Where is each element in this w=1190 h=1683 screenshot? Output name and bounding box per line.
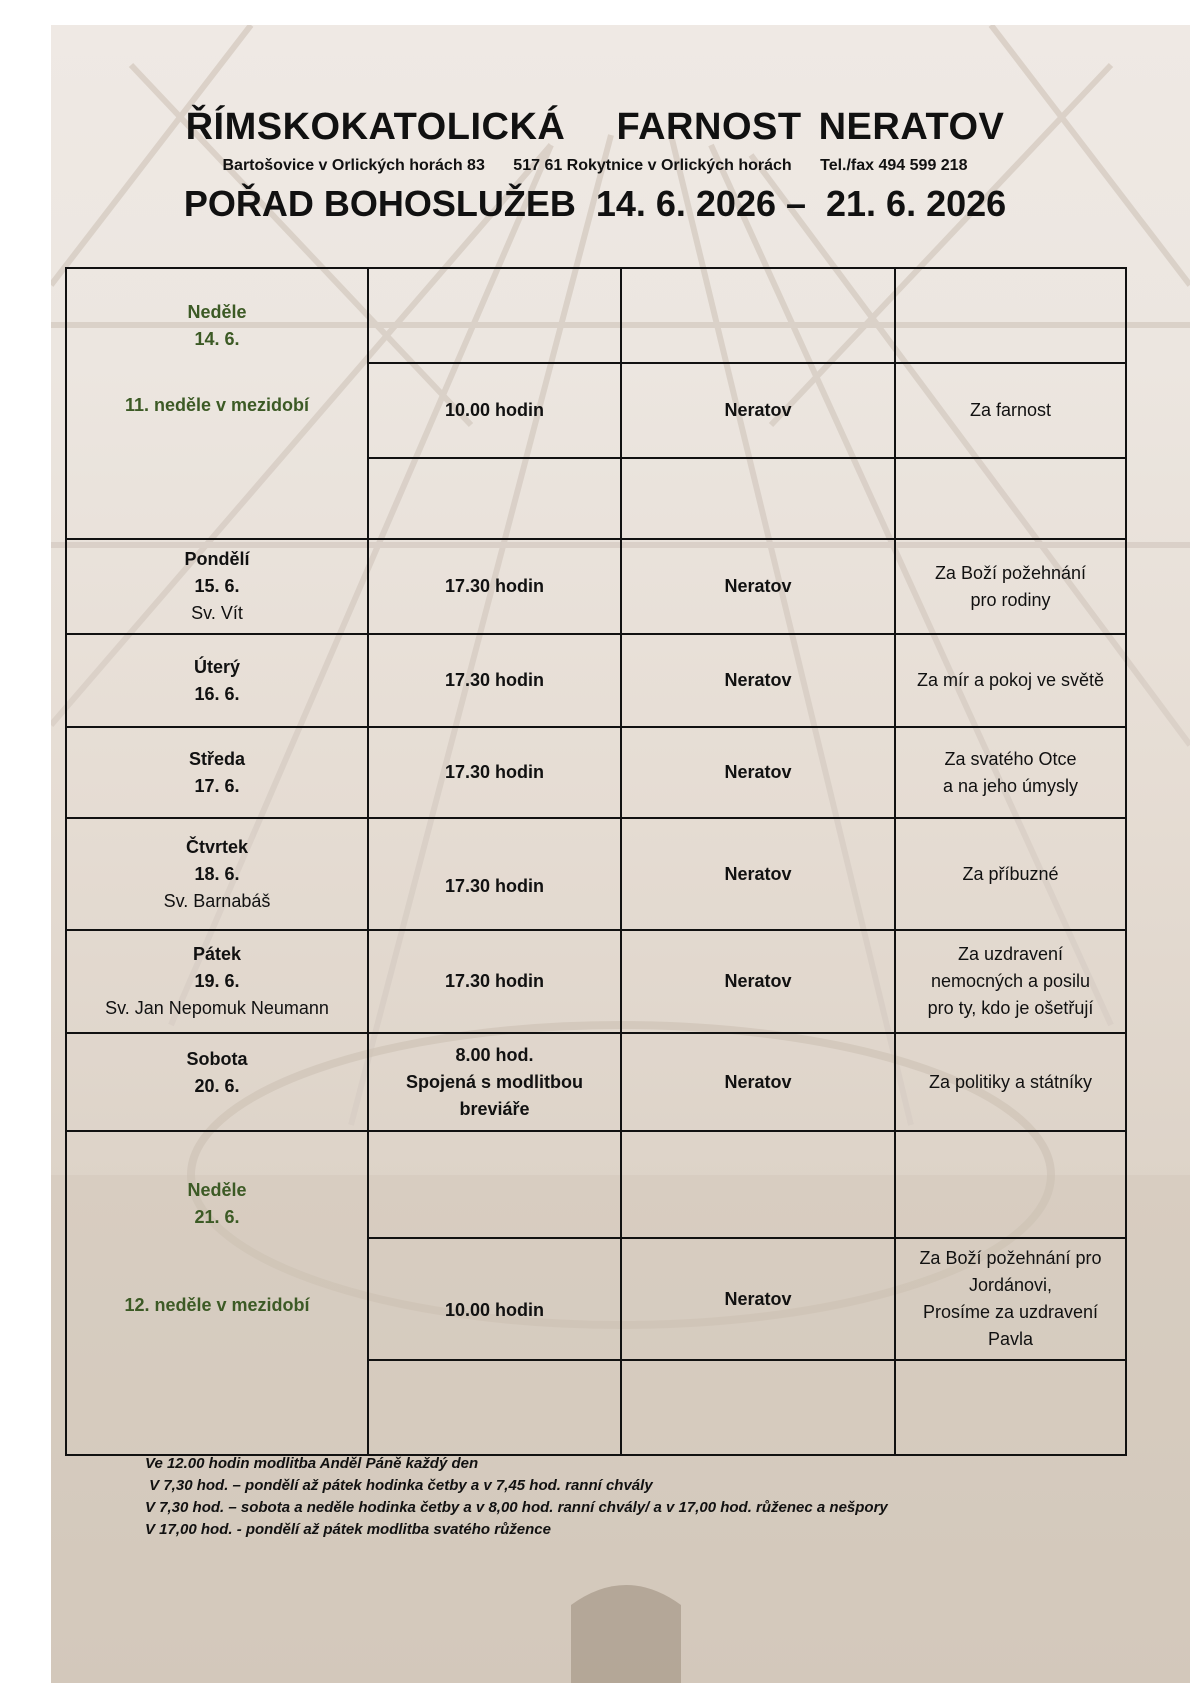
place-cell xyxy=(621,1131,895,1238)
place-cell: Neratov xyxy=(621,818,895,930)
parish-address xyxy=(0,157,1190,175)
intention-line: pro rodiny xyxy=(970,589,1051,610)
intention-cell xyxy=(895,1131,1126,1238)
services-table xyxy=(65,267,1127,1456)
place-cell xyxy=(621,268,895,363)
page-title: ŘÍMSKOKATOLICKÁ FARNOST NERATOV xyxy=(185,106,1005,148)
place-cell: Neratov xyxy=(621,539,895,634)
note-line: V 7,30 hod. – sobota a neděle hodinka četby a v 8,00 hod. ranní chvály/ a v 17,00 hod. růženec a nešpory xyxy=(145,1499,888,1516)
intention-cell: Za farnost xyxy=(895,363,1126,458)
address-postal: 517 61 Rokytnice v Orlických horách xyxy=(513,157,792,174)
time-cell: 10.00 hodin xyxy=(368,1238,621,1360)
place-cell xyxy=(621,458,895,539)
time-line: 8.00 hod. xyxy=(455,1044,534,1065)
day-cell xyxy=(66,268,368,539)
intention-cell xyxy=(895,458,1126,539)
day-name: Neděle xyxy=(187,1180,247,1200)
day-name: Pondělí xyxy=(184,549,250,569)
day-name: Neděle xyxy=(187,301,247,322)
note-line: V 7,30 hod. – pondělí až pátek hodinka četby a v 7,45 hod. ranní chvály xyxy=(145,1477,653,1494)
intention-line: pro ty, kdo je ošetřují xyxy=(927,998,1094,1018)
day-cell xyxy=(66,930,368,1033)
day-date: 20. 6. xyxy=(194,1076,240,1096)
intention-line: Za svatého Otce xyxy=(944,748,1077,769)
day-cell xyxy=(66,634,368,727)
day-cell xyxy=(66,1033,368,1131)
table-row xyxy=(66,1033,1126,1131)
day-name: Pátek xyxy=(192,944,242,964)
saint-name: Sv. Barnabáš xyxy=(163,890,271,911)
table-row xyxy=(66,930,1126,1033)
time-line: Spojená s modlitbou xyxy=(405,1071,583,1092)
day-name: Úterý xyxy=(193,656,241,677)
time-line: breviáře xyxy=(459,1098,530,1119)
intention-cell: Za mír a pokoj ve světě xyxy=(895,634,1126,727)
table-row xyxy=(66,634,1126,727)
address-phone: Tel./fax 494 599 218 xyxy=(820,157,968,174)
intention-cell: Za příbuzné xyxy=(895,818,1126,930)
intention-cell: Za politiky a státníky xyxy=(895,1033,1126,1131)
saint-name: Sv. Vít xyxy=(191,603,243,623)
day-date: 16. 6. xyxy=(194,683,240,704)
note-line: Ve 12.00 hodin modlitba Anděl Páně každý den xyxy=(145,1455,479,1472)
day-date: 17. 6. xyxy=(194,775,240,796)
time-cell: 17.30 hodin xyxy=(368,634,621,727)
day-name: Středa xyxy=(188,748,246,769)
place-cell: Neratov xyxy=(621,1033,895,1131)
liturgical-day: 12. neděle v mezidobí xyxy=(124,1295,310,1315)
address-street: Bartošovice v Orlických horách 83 xyxy=(222,157,485,174)
table-row xyxy=(66,818,1126,930)
day-date: 18. 6. xyxy=(194,863,240,884)
day-cell xyxy=(66,539,368,634)
intention-cell xyxy=(895,1238,1126,1360)
time-cell: 17.30 hodin xyxy=(368,539,621,634)
day-date: 15. 6. xyxy=(194,576,240,596)
day-name: Čtvrtek xyxy=(185,836,249,857)
day-date: 19. 6. xyxy=(194,971,240,991)
intention-line: Za Boží požehnání xyxy=(934,562,1087,583)
place-cell: Neratov xyxy=(621,727,895,818)
intention-cell xyxy=(895,539,1126,634)
day-name: Sobota xyxy=(186,1049,248,1069)
intention-line: Za Boží požehnání pro xyxy=(919,1248,1102,1268)
time-cell: 17.30 hodin xyxy=(368,930,621,1033)
time-cell xyxy=(368,458,621,539)
place-cell: Neratov xyxy=(621,1238,895,1360)
saint-name: Sv. Jan Nepomuk Neumann xyxy=(105,998,329,1018)
intention-line: Prosíme za uzdravení xyxy=(922,1302,1099,1322)
day-date: 14. 6. xyxy=(194,328,240,349)
place-cell: Neratov xyxy=(621,634,895,727)
intention-cell xyxy=(895,268,1126,363)
intention-line: Jordánovi, xyxy=(968,1275,1053,1295)
table-row xyxy=(66,539,1126,634)
liturgical-day: 11. neděle v mezidobí xyxy=(124,394,310,415)
time-cell xyxy=(368,1131,621,1238)
notes-block xyxy=(145,1453,888,1541)
time-cell: 17.30 hodin xyxy=(368,727,621,818)
time-cell: 17.30 hodin xyxy=(368,818,621,930)
place-cell: Neratov xyxy=(621,930,895,1033)
time-cell xyxy=(368,1033,621,1131)
intention-cell xyxy=(895,930,1126,1033)
table-row xyxy=(66,727,1126,818)
day-cell xyxy=(66,727,368,818)
day-date: 21. 6. xyxy=(194,1207,240,1227)
place-cell xyxy=(621,1360,895,1455)
table-row xyxy=(66,268,1126,363)
schedule-subtitle: POŘAD BOHOSLUŽEB 14. 6. 2026 – 21. 6. 2026 xyxy=(183,183,1007,224)
time-cell xyxy=(368,268,621,363)
intention-line: Za uzdravení xyxy=(957,944,1064,964)
time-cell xyxy=(368,1360,621,1455)
intention-cell xyxy=(895,1360,1126,1455)
intention-line: a na jeho úmysly xyxy=(942,775,1079,796)
intention-line: nemocných a posilu xyxy=(930,971,1091,991)
place-cell: Neratov xyxy=(621,363,895,458)
intention-line: Pavla xyxy=(987,1329,1034,1349)
note-line: V 17,00 hod. - pondělí až pátek modlitba svatého růžence xyxy=(145,1521,551,1538)
time-cell: 10.00 hodin xyxy=(368,363,621,458)
intention-cell xyxy=(895,727,1126,818)
day-cell xyxy=(66,818,368,930)
table-row xyxy=(66,1131,1126,1238)
day-cell xyxy=(66,1131,368,1455)
